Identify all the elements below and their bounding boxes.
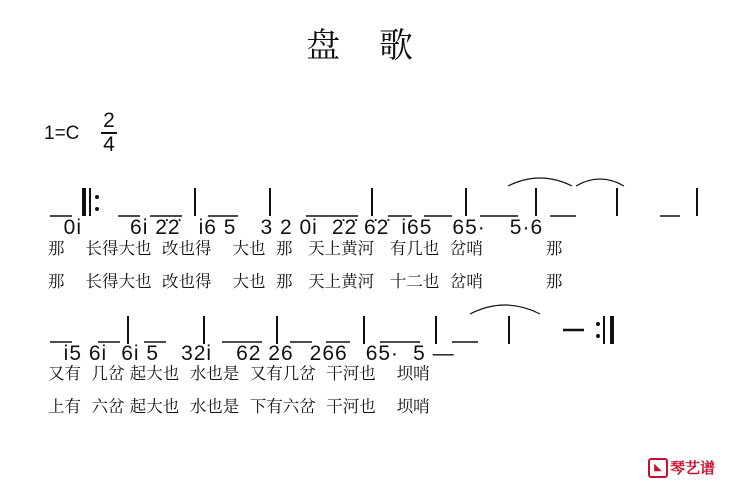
measure-15: 5 — <box>413 342 455 365</box>
measure-6: i65 <box>401 216 433 239</box>
measure-8: 5·6 <box>509 216 544 239</box>
notes-line-1 <box>50 192 543 240</box>
qinyipu-logo <box>648 457 715 478</box>
measure-2: 6i 2̇2̇ <box>130 216 181 239</box>
song-title: 盘 歌 <box>306 26 427 66</box>
measure-11: 32i <box>181 342 213 365</box>
measure-14: 65· <box>365 342 400 365</box>
qinyipu-logo-icon: ◣ <box>648 458 668 478</box>
lyrics-line-1-verse-2: 那 长得大也 改也得 大也 那 天上黄河 十二也 岔哨 那 <box>48 272 563 291</box>
lyrics-line-2-verse-2: 上有 六岔 起大也 水也是 下有六岔 干河也 坝哨 <box>48 397 430 416</box>
measure-12: 62 26 <box>236 342 294 365</box>
measure-9: i5 6i <box>63 342 108 365</box>
measure-3: i6 5 <box>198 216 237 239</box>
logo-text: 琴艺谱 <box>669 459 715 477</box>
lyrics-line-2-verse-1: 又有 几岔 起大也 水也是 又有几岔 干河也 坝哨 <box>48 364 430 383</box>
measure-13: 266 <box>309 342 348 365</box>
measure-1: 0i <box>63 216 83 239</box>
key-signature: 1=C <box>44 123 80 144</box>
measure-5: 2̇2̇ 6̇2̇ <box>331 216 390 239</box>
measure-10: 6i 5 <box>121 342 160 365</box>
measure-4: 3 2 0i <box>260 216 318 239</box>
lyrics-line-1-verse-1: 那 长得大也 改也得 大也 那 天上黄河 有几也 岔哨 那 <box>48 239 563 258</box>
time-signature-top: 2 <box>103 109 115 132</box>
measure-7: 65· <box>452 216 486 239</box>
time-signature-bottom: 4 <box>103 133 115 156</box>
notes-line-2 <box>50 318 455 366</box>
